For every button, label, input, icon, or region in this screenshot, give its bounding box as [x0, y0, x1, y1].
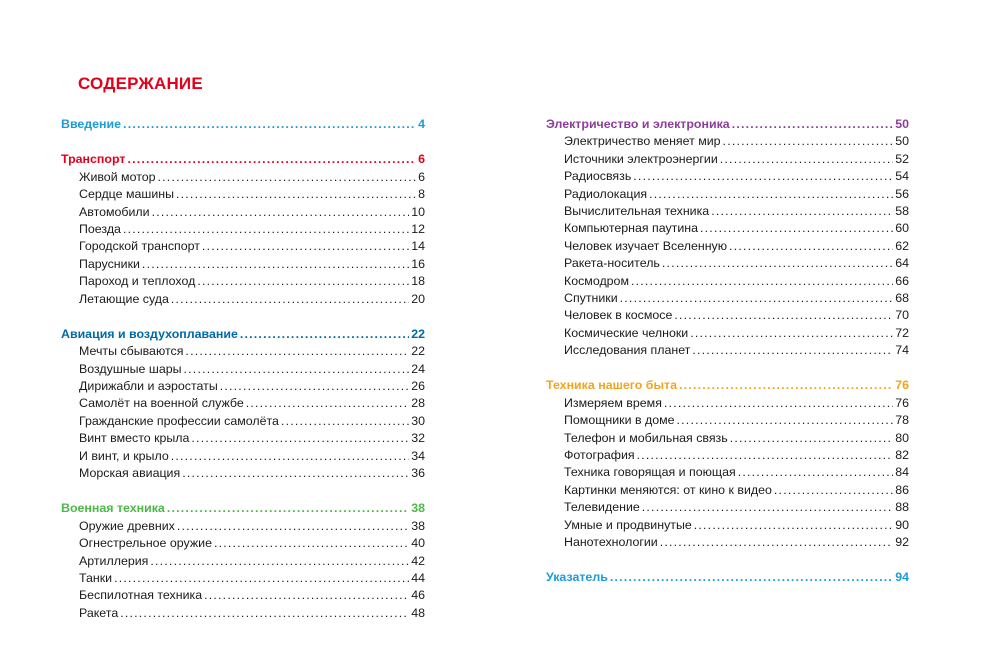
entry-title: Морская авиация — [79, 466, 181, 481]
entry-page-number: 56 — [895, 186, 909, 201]
toc-section-heading[interactable] — [546, 378, 909, 395]
entry-title: Радиолокация — [564, 186, 648, 201]
section-title: Транспорт — [61, 152, 126, 167]
dot-leader — [152, 205, 410, 219]
toc-entry[interactable] — [546, 396, 909, 413]
toc-entry[interactable] — [61, 239, 425, 256]
toc-entry[interactable] — [546, 326, 909, 343]
toc-entry[interactable] — [61, 606, 425, 623]
dot-leader — [677, 413, 894, 427]
dot-leader — [171, 449, 409, 463]
entry-page-number: 32 — [411, 431, 425, 446]
entry-title: Дирижабли и аэростаты — [79, 379, 218, 394]
toc-section — [61, 327, 425, 484]
section-title: Введение — [61, 117, 122, 131]
section-title: Техника нашего быта — [546, 378, 678, 393]
entry-page-number: 80 — [895, 430, 909, 445]
toc-section-heading[interactable] — [61, 117, 425, 134]
page-title: СОДЕРЖАНИЕ — [78, 74, 203, 93]
toc-section — [546, 117, 909, 360]
entry-title: Сердце машины — [79, 187, 174, 202]
dot-leader — [620, 291, 894, 305]
dot-leader — [197, 274, 409, 288]
section-page-number: 6 — [418, 152, 425, 167]
entry-title: Огнестрельное оружие — [79, 536, 212, 551]
toc-section-heading[interactable] — [61, 327, 425, 344]
entry-page-number: 24 — [411, 361, 425, 376]
dot-leader — [114, 571, 409, 585]
entry-page-number: 22 — [411, 344, 425, 359]
entry-page-number: 86 — [895, 482, 909, 497]
entry-page-number: 28 — [411, 396, 425, 411]
toc-right-column — [546, 117, 909, 588]
dot-leader — [774, 483, 893, 497]
entry-page-number: 70 — [895, 308, 909, 323]
entry-title: Радиосвязь — [564, 169, 632, 184]
entry-title: Умные и продвинутые — [564, 517, 692, 532]
entry-page-number: 30 — [411, 413, 425, 428]
dot-leader — [700, 221, 893, 235]
entry-title: Танки — [79, 570, 113, 585]
entry-title: Поезда — [79, 221, 121, 236]
toc-entry[interactable] — [546, 535, 909, 552]
entry-title: Городской транспорт — [79, 239, 200, 254]
toc-entry[interactable] — [61, 396, 425, 413]
section-gap — [61, 309, 425, 327]
toc-entry[interactable] — [61, 222, 425, 239]
dot-leader — [123, 117, 416, 131]
section-page-number: 4 — [418, 117, 425, 131]
entry-title: Человек в космосе — [564, 308, 673, 323]
dot-leader — [662, 256, 893, 270]
entry-title: Автомобили — [79, 204, 150, 219]
entry-page-number: 66 — [895, 273, 909, 288]
toc-left-column — [61, 117, 425, 623]
dot-leader — [692, 343, 893, 357]
toc-entry[interactable] — [61, 344, 425, 361]
entry-title: И винт, и крыло — [79, 448, 169, 463]
entry-title: Ракета — [79, 605, 119, 620]
entry-page-number: 68 — [895, 290, 909, 305]
entry-page-number: 6 — [418, 169, 425, 184]
dot-leader — [281, 414, 409, 428]
toc-entry[interactable] — [546, 152, 909, 169]
toc-entry[interactable] — [546, 256, 909, 273]
entry-title: Спутники — [564, 290, 618, 305]
entry-page-number: 92 — [895, 534, 909, 549]
entry-page-number: 36 — [411, 466, 425, 481]
toc-entry[interactable] — [61, 205, 425, 222]
entry-title: Фотография — [564, 448, 635, 463]
dot-leader — [127, 152, 416, 166]
entry-title: Артиллерия — [79, 553, 149, 568]
section-page-number: 94 — [895, 570, 909, 585]
toc-entry[interactable] — [61, 257, 425, 274]
dot-leader — [729, 239, 893, 253]
toc-entry[interactable] — [61, 379, 425, 396]
toc-entry[interactable] — [546, 204, 909, 221]
entry-title: Летающие суда — [79, 291, 169, 306]
entry-title: Телевидение — [564, 500, 640, 515]
entry-page-number: 14 — [411, 239, 425, 254]
entry-page-number: 50 — [895, 134, 909, 149]
entry-title: Парусники — [79, 256, 140, 271]
dot-leader — [720, 152, 893, 166]
entry-title: Винт вместо крыла — [79, 431, 190, 446]
section-page-number: 38 — [411, 501, 425, 516]
entry-page-number: 88 — [895, 500, 909, 515]
section-gap — [61, 483, 425, 501]
dot-leader — [240, 327, 409, 341]
toc-entry[interactable] — [61, 431, 425, 448]
toc-entry[interactable] — [61, 536, 425, 553]
toc-entry[interactable] — [546, 448, 909, 465]
dot-leader — [158, 170, 417, 184]
dot-leader — [660, 535, 893, 549]
entry-title: Гражданские профессии самолёта — [79, 413, 279, 428]
entry-page-number: 16 — [411, 256, 425, 271]
toc-section-heading[interactable] — [546, 117, 909, 134]
dot-leader — [176, 187, 416, 201]
dot-leader — [738, 465, 894, 479]
entry-page-number: 58 — [895, 203, 909, 218]
dot-leader — [150, 554, 409, 568]
entry-title: Измеряем время — [564, 395, 662, 410]
toc-entry[interactable] — [546, 134, 909, 151]
toc-entry[interactable] — [546, 518, 909, 535]
entry-title: Исследования планет — [564, 343, 691, 358]
entry-title: Воздушные шары — [79, 361, 182, 376]
entry-title: Техника говорящая и поющая — [564, 465, 736, 480]
dot-leader — [637, 448, 894, 462]
section-gap — [546, 360, 909, 378]
entry-page-number: 34 — [411, 448, 425, 463]
toc-entry[interactable] — [546, 465, 909, 482]
entry-page-number: 82 — [895, 448, 909, 463]
toc-entry[interactable] — [61, 274, 425, 291]
toc-entry[interactable] — [61, 414, 425, 431]
toc-entry[interactable] — [546, 308, 909, 325]
dot-leader — [120, 606, 409, 620]
entry-title: Картинки меняются: от кино к видео — [564, 482, 772, 497]
entry-title: Космодром — [564, 273, 629, 288]
dot-leader — [694, 518, 893, 532]
dot-leader — [631, 274, 893, 288]
entry-title: Беспилотная техника — [79, 588, 203, 603]
dot-leader — [610, 570, 893, 584]
entry-page-number: 72 — [895, 325, 909, 340]
toc-entry[interactable] — [61, 519, 425, 536]
dot-leader — [642, 500, 893, 514]
toc-section — [546, 378, 909, 552]
toc-entry[interactable] — [546, 483, 909, 500]
dot-leader — [730, 431, 894, 445]
toc-entry[interactable] — [61, 449, 425, 466]
entry-page-number: 20 — [411, 291, 425, 306]
section-title: Указатель — [546, 570, 608, 585]
toc-entry[interactable] — [546, 291, 909, 308]
dot-leader — [674, 308, 893, 322]
entry-page-number: 8 — [418, 187, 425, 202]
entry-title: Источники электроэнергии — [564, 151, 718, 166]
entry-page-number: 60 — [895, 221, 909, 236]
toc-section — [61, 152, 425, 309]
toc-entry[interactable] — [546, 431, 909, 448]
entry-page-number: 90 — [895, 517, 909, 532]
toc-entry[interactable] — [546, 343, 909, 360]
toc-section — [61, 117, 425, 134]
toc-section — [546, 570, 909, 587]
entry-title: Человек изучает Вселенную — [564, 238, 728, 253]
dot-leader — [191, 431, 409, 445]
entry-title: Пароход и теплоход — [79, 274, 196, 289]
entry-title: Вычислительная техника — [564, 203, 710, 218]
toc-entry[interactable] — [61, 362, 425, 379]
dot-leader — [123, 222, 409, 236]
dot-leader — [246, 396, 409, 410]
entry-page-number: 26 — [411, 379, 425, 394]
dot-leader — [202, 239, 409, 253]
dot-leader — [142, 257, 409, 271]
dot-leader — [649, 187, 893, 201]
toc-entry[interactable] — [61, 292, 425, 309]
toc-section-heading[interactable] — [546, 570, 909, 587]
entry-title: Живой мотор — [79, 169, 156, 184]
dot-leader — [214, 536, 409, 550]
entry-page-number: 54 — [895, 169, 909, 184]
section-title: Авиация и воздухоплавание — [61, 326, 238, 341]
toc-entry[interactable] — [546, 221, 909, 238]
section-gap — [61, 134, 425, 152]
toc-entry[interactable] — [61, 554, 425, 571]
section-page-number: 50 — [895, 117, 909, 131]
section-page-number: 76 — [895, 378, 909, 393]
dot-leader — [690, 326, 893, 340]
toc-entry[interactable] — [546, 187, 909, 204]
entry-page-number: 42 — [411, 553, 425, 568]
entry-page-number: 18 — [411, 274, 425, 289]
dot-leader — [679, 378, 893, 392]
dot-leader — [220, 379, 409, 393]
dot-leader — [723, 134, 894, 148]
entry-page-number: 52 — [895, 151, 909, 166]
dot-leader — [185, 344, 409, 358]
toc-entry[interactable] — [61, 466, 425, 483]
entry-title: Самолёт на военной службе — [79, 396, 244, 411]
entry-page-number: 12 — [411, 221, 425, 236]
dot-leader — [711, 204, 893, 218]
entry-title: Компьютерная паутина — [564, 221, 699, 236]
entry-page-number: 48 — [411, 605, 425, 620]
entry-title: Нанотехнологии — [564, 534, 658, 549]
entry-title: Электричество меняет мир — [564, 134, 721, 149]
toc-entry[interactable] — [61, 170, 425, 187]
dot-leader — [182, 466, 409, 480]
dot-leader — [664, 396, 893, 410]
entry-page-number: 74 — [895, 343, 909, 358]
entry-page-number: 64 — [895, 256, 909, 271]
toc-entry[interactable] — [546, 500, 909, 517]
entry-page-number: 40 — [411, 536, 425, 551]
dot-leader — [633, 169, 893, 183]
entry-page-number: 76 — [895, 395, 909, 410]
entry-page-number: 44 — [411, 570, 425, 585]
entry-title: Телефон и мобильная связь — [564, 430, 728, 445]
toc-entry[interactable] — [546, 413, 909, 430]
toc-section-heading[interactable] — [61, 501, 425, 518]
entry-page-number: 84 — [895, 465, 909, 480]
toc-entry[interactable] — [546, 239, 909, 256]
dot-leader — [204, 588, 409, 602]
entry-title: Помощники в доме — [564, 413, 675, 428]
entry-page-number: 10 — [411, 204, 425, 219]
toc-section-heading[interactable] — [61, 152, 425, 169]
toc-entry[interactable] — [546, 169, 909, 186]
section-title: Военная техника — [61, 501, 165, 516]
entry-title: Космические челноки — [564, 325, 689, 340]
dot-leader — [732, 117, 894, 131]
toc-section — [61, 501, 425, 623]
toc-entry[interactable] — [61, 571, 425, 588]
entry-page-number: 38 — [411, 518, 425, 533]
entry-page-number: 78 — [895, 413, 909, 428]
entry-page-number: 46 — [411, 588, 425, 603]
section-title: Электричество и электроника — [546, 117, 730, 131]
entry-title: Оружие древних — [79, 518, 175, 533]
dot-leader — [184, 362, 410, 376]
dot-leader — [177, 519, 409, 533]
section-gap — [546, 552, 909, 570]
section-page-number: 22 — [411, 326, 425, 341]
entry-title: Ракета-носитель — [564, 256, 660, 271]
entry-page-number: 62 — [895, 238, 909, 253]
toc-entry[interactable] — [546, 274, 909, 291]
toc-entry[interactable] — [61, 187, 425, 204]
dot-leader — [167, 501, 409, 515]
entry-title: Мечты сбываются — [79, 344, 184, 359]
toc-entry[interactable] — [61, 588, 425, 605]
dot-leader — [171, 292, 409, 306]
